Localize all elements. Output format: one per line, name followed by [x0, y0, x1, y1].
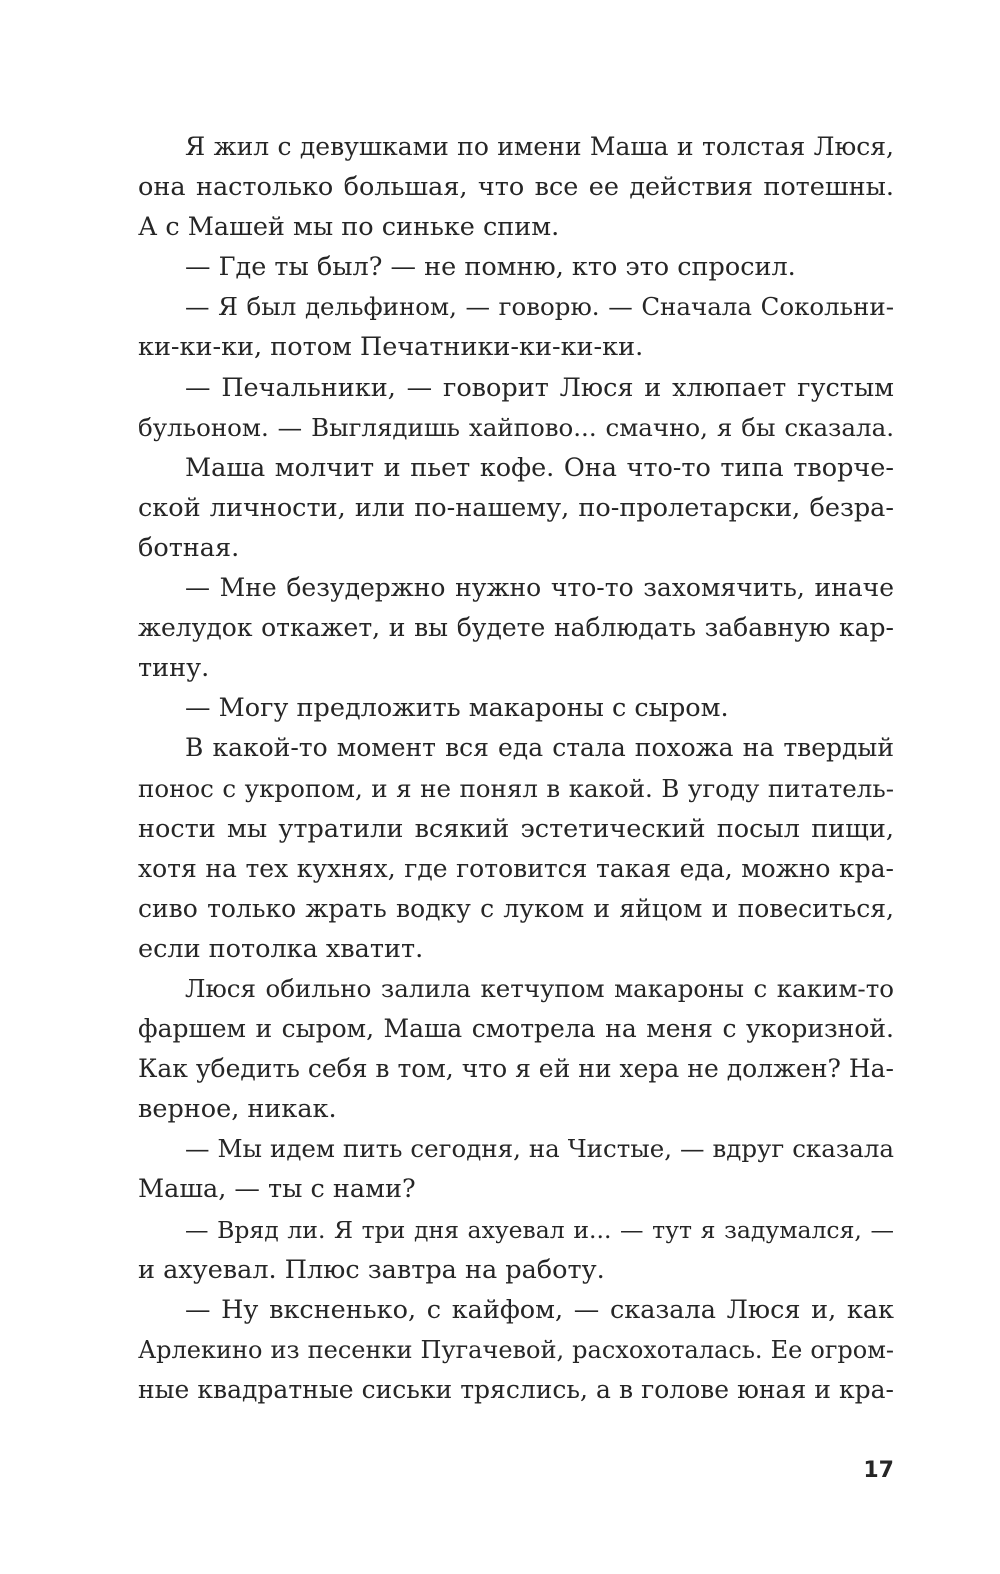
text-line: тину.: [138, 653, 210, 684]
text-line: Я жил с девушками по имени Маша и толстая Люся,: [185, 132, 894, 161]
text-line: хотя на тех кухнях, где готовится такая еда, можно кра-: [138, 853, 894, 883]
text-line: Маша молчит и пьет кофе. Она что-то типа творче-: [185, 452, 894, 483]
text-line: — Ну вксненько, с кайфом, — сказала Люся и, как: [185, 1294, 894, 1325]
text-line: — Могу предложить макароны с сыром.: [185, 693, 729, 724]
page-number: 17: [863, 1458, 894, 1483]
text-line: — Мы идем пить сегодня, на Чистые, — вдруг сказала: [185, 1134, 894, 1164]
text-line: Как убедить себя в том, что я ей ни хера не должен? На-: [138, 1054, 894, 1084]
text-line: сиво только жрать водку с луком и яйцом и повеситься,: [138, 893, 894, 923]
text-line: и ахуевал. Плюс завтра на работу.: [138, 1254, 605, 1285]
text-line: она настолько большая, что все ее действия потешны.: [138, 172, 894, 203]
text-line: Люся обильно залила кетчупом макароны с каким-то: [185, 973, 894, 1003]
text-line: Арлекино из песенки Пугачевой, расхохоталась. Ее огром-: [138, 1335, 894, 1364]
text-line: бульоном. — Выглядишь хайпово... смачно, я бы сказала.: [138, 412, 894, 442]
text-line: желудок откажет, и вы будете наблюдать забавную кар-: [138, 613, 894, 643]
text-line: если потолка хватит.: [138, 933, 424, 964]
text-line: Маша, — ты с нами?: [138, 1174, 416, 1205]
text-line: ской личности, или по-нашему, по-пролетарски, безра-: [138, 492, 894, 523]
text-line: — Печальники, — говорит Люся и хлюпает густым: [185, 372, 894, 403]
text-line: А с Машей мы по синьке спим.: [138, 212, 560, 243]
text-line: В какой-то момент вся еда стала похожа на твердый: [185, 733, 894, 763]
text-line: ности мы утратили всякий эстетический посыл пищи,: [138, 813, 894, 844]
text-line: понос с укропом, и я не понял в какой. В угоду питатель-: [138, 773, 894, 803]
text-line: — Вряд ли. Я три дня ахуевал и... — тут я задумался, —: [185, 1215, 894, 1244]
text-line: ки-ки-ки, потом Печатники-ки-ки-ки.: [138, 332, 644, 363]
text-line: ботная.: [138, 532, 240, 563]
text-line: фаршем и сыром, Маша смотрела на меня с укоризной.: [138, 1014, 894, 1044]
text-line: — Я был дельфином, — говорю. — Сначала Сокольни-: [185, 292, 894, 322]
text-line: верное, никак.: [138, 1094, 337, 1125]
text-line: ные квадратные сиськи тряслись, а в голове юная и кра-: [138, 1374, 894, 1404]
text-line: — Где ты был? — не помню, кто это спросил.: [185, 252, 796, 283]
text-line: — Мне безудержно нужно что-то захомячить, иначе: [185, 573, 894, 603]
body-text: [138, 127, 894, 1410]
